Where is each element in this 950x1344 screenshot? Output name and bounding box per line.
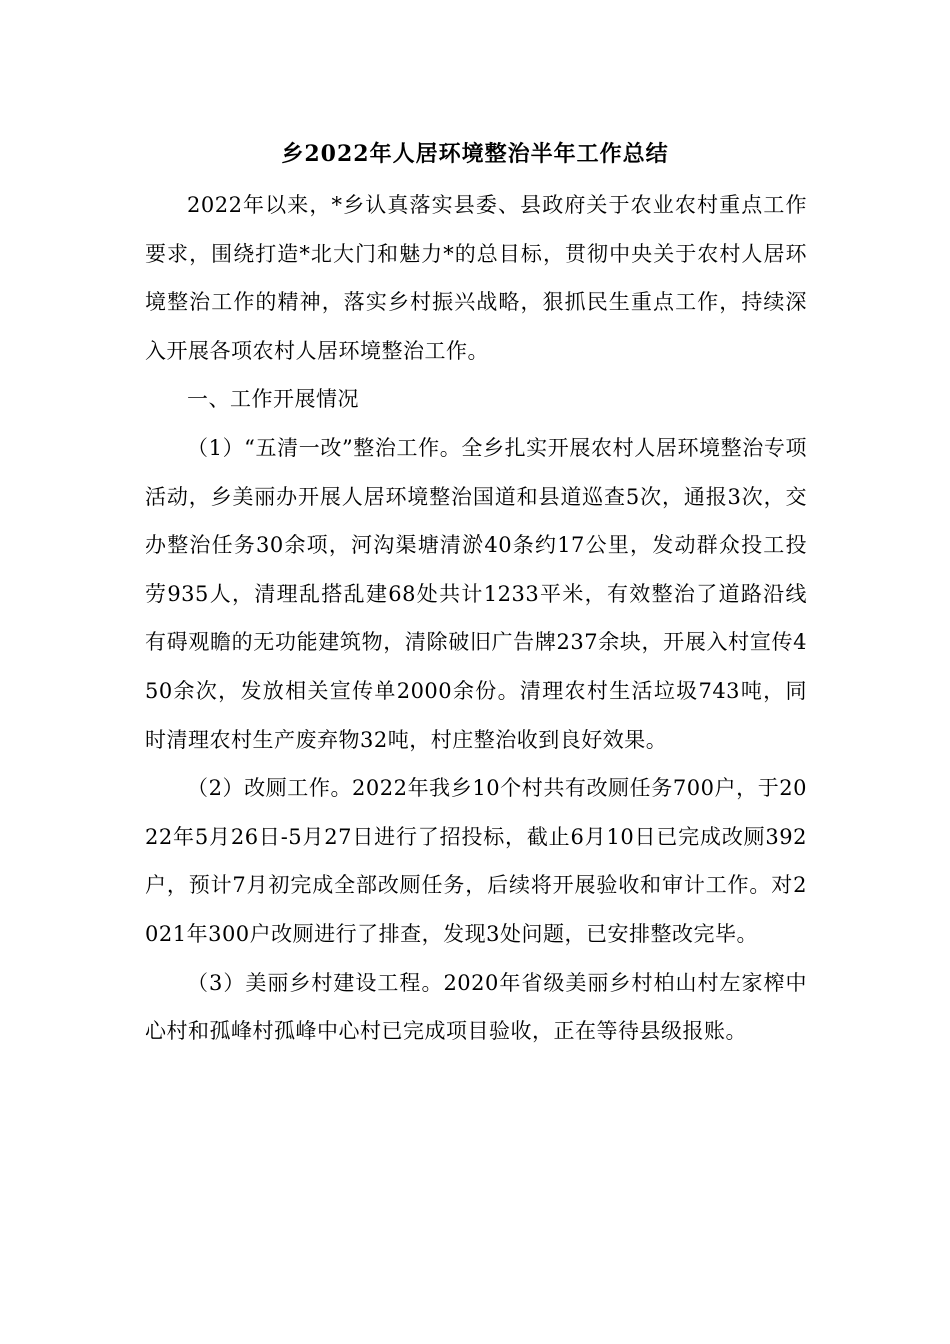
paragraph-toilet-renovation: （2）改厕工作。2022年我乡10个村共有改厕任务700户，于2022年5月26日-5月27日进行了招投标，截止6月10日已完成改厕392户，预计7月初完成全部改厕任务，后续将开展验收和审计工作。对2021年300户改厕进行了排查，发现3处问题，已安排整改完毕。 — [145, 776, 807, 946]
document-body — [145, 181, 807, 1056]
paragraph-five-cleanups: （1）“五清一改”整治工作。全乡扎实开展农村人居环境整治专项活动，乡美丽办开展人居环境整治国道和县道巡查5次，通报3次，交办整治任务30余项，河沟渠塘清淤40条约17公里，发动群众投工投劳935人，清理乱搭乱建68处共计1233平米，有效整治了道路沿线有碍观瞻的无功能建筑物，清除破旧广告牌237余块，开展入村宣传450余次，发放相关宣传单2000余份。清理农村生活垃圾743吨，同时清理农村生产废弃物32吨，村庄整治收到良好效果。 — [145, 435, 807, 752]
paragraph-beautiful-village: （3）美丽乡村建设工程。2020年省级美丽乡村柏山村左家榨中心村和孤峰村孤峰中心村已完成项目验收，正在等待县级报账。 — [145, 970, 807, 1044]
section-heading-work-status: 一、工作开展情况 — [187, 387, 359, 412]
intro-paragraph: 2022年以来，*乡认真落实县委、县政府关于农业农村重点工作要求，围绕打造*北大门和魅力*的总目标，贯彻中央关于农村人居环境整治工作的精神，落实乡村振兴战略，狠抓民生重点工作，持续深入开展各项农村人居环境整治工作。 — [145, 193, 807, 363]
document-title: 乡2022年人居环境整治半年工作总结 — [281, 141, 669, 167]
